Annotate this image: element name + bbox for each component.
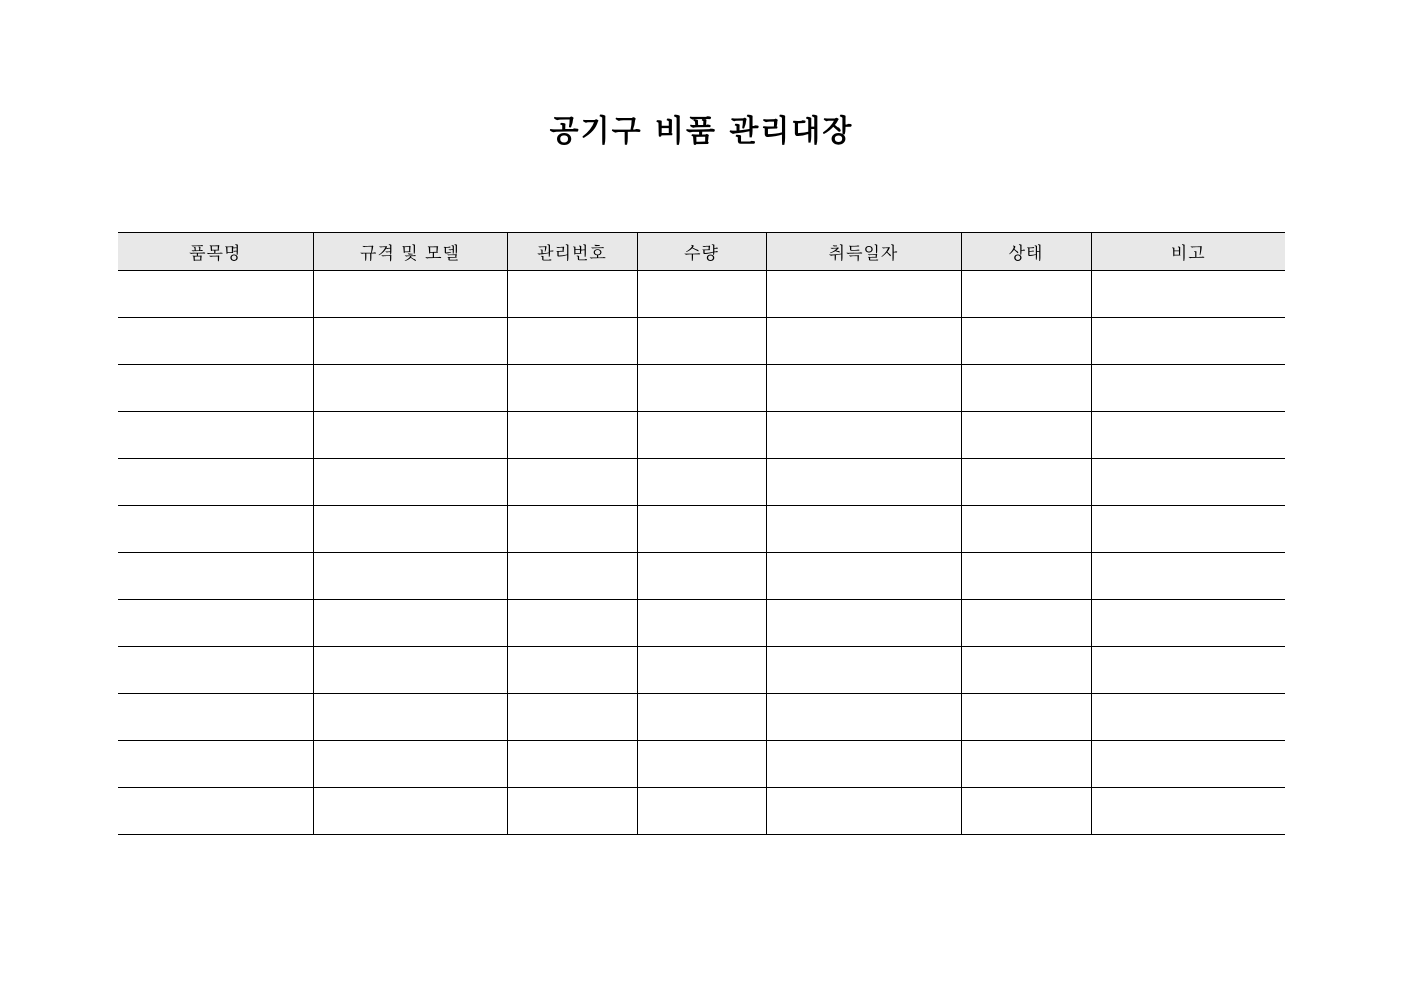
- table-cell-remarks: [1091, 788, 1285, 835]
- table-cell-remarks: [1091, 271, 1285, 318]
- table-cell-spec-model: [313, 647, 507, 694]
- table-cell-spec-model: [313, 788, 507, 835]
- table-cell-spec-model: [313, 506, 507, 553]
- table-cell-spec-model: [313, 318, 507, 365]
- table-cell-spec-model: [313, 600, 507, 647]
- header-spec-model: 규격 및 모델: [313, 233, 507, 271]
- table-cell-status: [961, 694, 1091, 741]
- table-cell-quantity: [637, 694, 766, 741]
- header-acquisition-date: 취득일자: [766, 233, 961, 271]
- table-row: [118, 271, 1285, 318]
- table-cell-acquisition-date: [766, 365, 961, 412]
- header-remarks: 비고: [1091, 233, 1285, 271]
- table-cell-quantity: [637, 365, 766, 412]
- table-row: [118, 694, 1285, 741]
- table-cell-spec-model: [313, 694, 507, 741]
- table-cell-management-number: [507, 553, 637, 600]
- table-cell-quantity: [637, 553, 766, 600]
- table-cell-quantity: [637, 788, 766, 835]
- table-cell-remarks: [1091, 553, 1285, 600]
- table-cell-item-name: [118, 271, 313, 318]
- table-cell-quantity: [637, 506, 766, 553]
- table-cell-status: [961, 271, 1091, 318]
- table-cell-management-number: [507, 459, 637, 506]
- table-cell-status: [961, 788, 1091, 835]
- table-cell-acquisition-date: [766, 412, 961, 459]
- table-cell-spec-model: [313, 412, 507, 459]
- table-cell-remarks: [1091, 318, 1285, 365]
- table-cell-quantity: [637, 741, 766, 788]
- table-cell-acquisition-date: [766, 459, 961, 506]
- table-cell-acquisition-date: [766, 647, 961, 694]
- table-cell-item-name: [118, 318, 313, 365]
- table-cell-quantity: [637, 600, 766, 647]
- table-cell-remarks: [1091, 459, 1285, 506]
- table-cell-item-name: [118, 788, 313, 835]
- table-cell-item-name: [118, 553, 313, 600]
- table-cell-item-name: [118, 506, 313, 553]
- table-cell-status: [961, 365, 1091, 412]
- table-cell-acquisition-date: [766, 694, 961, 741]
- table-cell-remarks: [1091, 412, 1285, 459]
- table-cell-management-number: [507, 694, 637, 741]
- table-cell-quantity: [637, 647, 766, 694]
- table-body: [118, 271, 1285, 835]
- table-cell-acquisition-date: [766, 553, 961, 600]
- table-cell-status: [961, 412, 1091, 459]
- table-cell-status: [961, 647, 1091, 694]
- table-cell-item-name: [118, 459, 313, 506]
- page-title: 공기구 비품 관리대장: [549, 114, 854, 149]
- table-cell-status: [961, 553, 1091, 600]
- table-row: [118, 459, 1285, 506]
- table-cell-quantity: [637, 459, 766, 506]
- table-row: [118, 788, 1285, 835]
- table-cell-acquisition-date: [766, 788, 961, 835]
- table-cell-status: [961, 318, 1091, 365]
- table-cell-spec-model: [313, 553, 507, 600]
- table-cell-status: [961, 741, 1091, 788]
- table-cell-status: [961, 600, 1091, 647]
- header-quantity: 수량: [637, 233, 766, 271]
- table-row: [118, 365, 1285, 412]
- header-item-name: 품목명: [118, 233, 313, 271]
- table-cell-item-name: [118, 741, 313, 788]
- table-cell-management-number: [507, 741, 637, 788]
- table-cell-management-number: [507, 647, 637, 694]
- table-cell-item-name: [118, 600, 313, 647]
- table-cell-acquisition-date: [766, 271, 961, 318]
- table-cell-quantity: [637, 271, 766, 318]
- table-cell-acquisition-date: [766, 600, 961, 647]
- table-cell-item-name: [118, 694, 313, 741]
- table-cell-spec-model: [313, 459, 507, 506]
- table-cell-remarks: [1091, 694, 1285, 741]
- table-cell-management-number: [507, 506, 637, 553]
- header-status: 상태: [961, 233, 1091, 271]
- table-cell-quantity: [637, 412, 766, 459]
- table-cell-spec-model: [313, 365, 507, 412]
- table-cell-acquisition-date: [766, 318, 961, 365]
- table-cell-management-number: [507, 271, 637, 318]
- table-cell-management-number: [507, 600, 637, 647]
- table-cell-item-name: [118, 365, 313, 412]
- header-management-number: 관리번호: [507, 233, 637, 271]
- table-cell-remarks: [1091, 365, 1285, 412]
- table-cell-item-name: [118, 647, 313, 694]
- table-row: [118, 647, 1285, 694]
- table-cell-acquisition-date: [766, 506, 961, 553]
- table-cell-acquisition-date: [766, 741, 961, 788]
- equipment-ledger-table: [118, 232, 1285, 835]
- table-cell-management-number: [507, 788, 637, 835]
- table-cell-spec-model: [313, 741, 507, 788]
- table-header-row: [118, 233, 1285, 271]
- table-cell-remarks: [1091, 647, 1285, 694]
- table-cell-status: [961, 459, 1091, 506]
- table-cell-remarks: [1091, 741, 1285, 788]
- table-cell-remarks: [1091, 506, 1285, 553]
- table-row: [118, 318, 1285, 365]
- table-cell-management-number: [507, 412, 637, 459]
- table-cell-management-number: [507, 365, 637, 412]
- table-cell-management-number: [507, 318, 637, 365]
- table-row: [118, 553, 1285, 600]
- table-row: [118, 412, 1285, 459]
- table-cell-status: [961, 506, 1091, 553]
- table-row: [118, 600, 1285, 647]
- table-cell-remarks: [1091, 600, 1285, 647]
- table-cell-item-name: [118, 412, 313, 459]
- table-row: [118, 741, 1285, 788]
- table-cell-spec-model: [313, 271, 507, 318]
- table-cell-quantity: [637, 318, 766, 365]
- table-row: [118, 506, 1285, 553]
